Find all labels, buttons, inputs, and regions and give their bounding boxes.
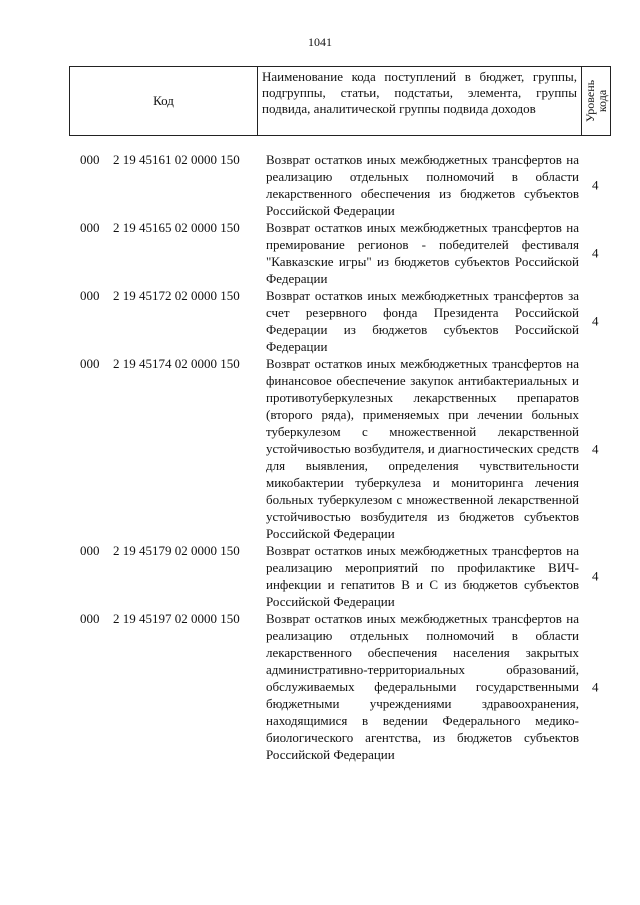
table-row (0, 151, 640, 219)
code-level: 4 (592, 177, 599, 193)
header-level-label (584, 80, 608, 122)
code-level: 4 (592, 441, 599, 456)
table-row (0, 219, 640, 287)
code-level: 4 (592, 568, 599, 584)
code-level: 4 (592, 245, 599, 261)
table-row (0, 355, 640, 542)
revenue-description: Возврат остатков иных межбюджетных трансфертов на реализацию отдельных полномочий в области лекарственного обеспечения населения закрытых административно-территориальных образований, обслуживаемых федеральными государственными бюджетными учреждениями здравоохранения, находящимися в ведении Федерального медико-биологического агентства, из бюджетов субъектов Российской Федерации (266, 611, 579, 762)
table-header (69, 66, 611, 136)
code-level: 4 (592, 679, 599, 694)
admin-code: 000 (80, 288, 100, 303)
table-body (0, 151, 640, 763)
revenue-code: 2 19 45161 02 0000 150 (113, 152, 240, 167)
revenue-code: 2 19 45172 02 0000 150 (113, 288, 240, 303)
admin-code: 000 (80, 611, 100, 626)
header-level-cell (582, 67, 610, 135)
revenue-code: 2 19 45174 02 0000 150 (113, 356, 240, 371)
revenue-description: Возврат остатков иных межбюджетных трансфертов на реализацию отдельных полномочий в области лекарственного обеспечения из бюджетов субъектов Российской Федерации (266, 152, 579, 218)
header-code-label: Код (153, 93, 174, 108)
revenue-code: 2 19 45179 02 0000 150 (113, 543, 240, 558)
admin-code: 000 (80, 543, 100, 558)
header-name-label: Наименование кода поступлений в бюджет, группы, подгруппы, статьи, подстатьи, элемента, группы подвида, аналитической группы подвида доходов (262, 69, 577, 116)
header-name-cell (258, 67, 582, 135)
header-level-line1: Уровень (583, 79, 597, 123)
admin-code: 000 (80, 152, 100, 167)
table-row (0, 287, 640, 355)
revenue-description: Возврат остатков иных межбюджетных трансфертов на реализацию мероприятий по профилактике ВИЧ-инфекции и гепатитов B и C из бюджетов субъектов Российской Федерации (266, 543, 579, 609)
revenue-description: Возврат остатков иных межбюджетных трансфертов на финансовое обеспечение закупок антибактериальных и противотуберкулезных лекарственных препаратов (второго ряда), применяемых при лечении больных туберкулезом с множественной лекарственной устойчивостью возбудителя, и диагностических средств для выявления, определения чувствительности микобактерии туберкулеза и мониторинга лечения больных туберкулезом с множественной лекарственной устойчивостью возбудителя из бюджетов субъектов Российской Федерации (266, 356, 579, 541)
header-code-cell (70, 67, 258, 135)
revenue-code: 2 19 45197 02 0000 150 (113, 611, 240, 626)
page-number: 1041 (308, 35, 332, 49)
admin-code: 000 (80, 220, 100, 235)
table-row (0, 542, 640, 610)
code-level: 4 (592, 313, 599, 329)
revenue-description: Возврат остатков иных межбюджетных трансфертов на премирование регионов - победителей фестиваля "Кавказские игры" из бюджетов субъектов Российской Федерации (266, 220, 579, 286)
table-row (0, 610, 640, 763)
revenue-description: Возврат остатков иных межбюджетных трансфертов за счет резервного фонда Президента Российской Федерации из бюджетов субъектов Российской Федерации (266, 288, 579, 354)
header-level-line2: кода (595, 89, 609, 113)
admin-code: 000 (80, 356, 100, 371)
revenue-code: 2 19 45165 02 0000 150 (113, 220, 240, 235)
